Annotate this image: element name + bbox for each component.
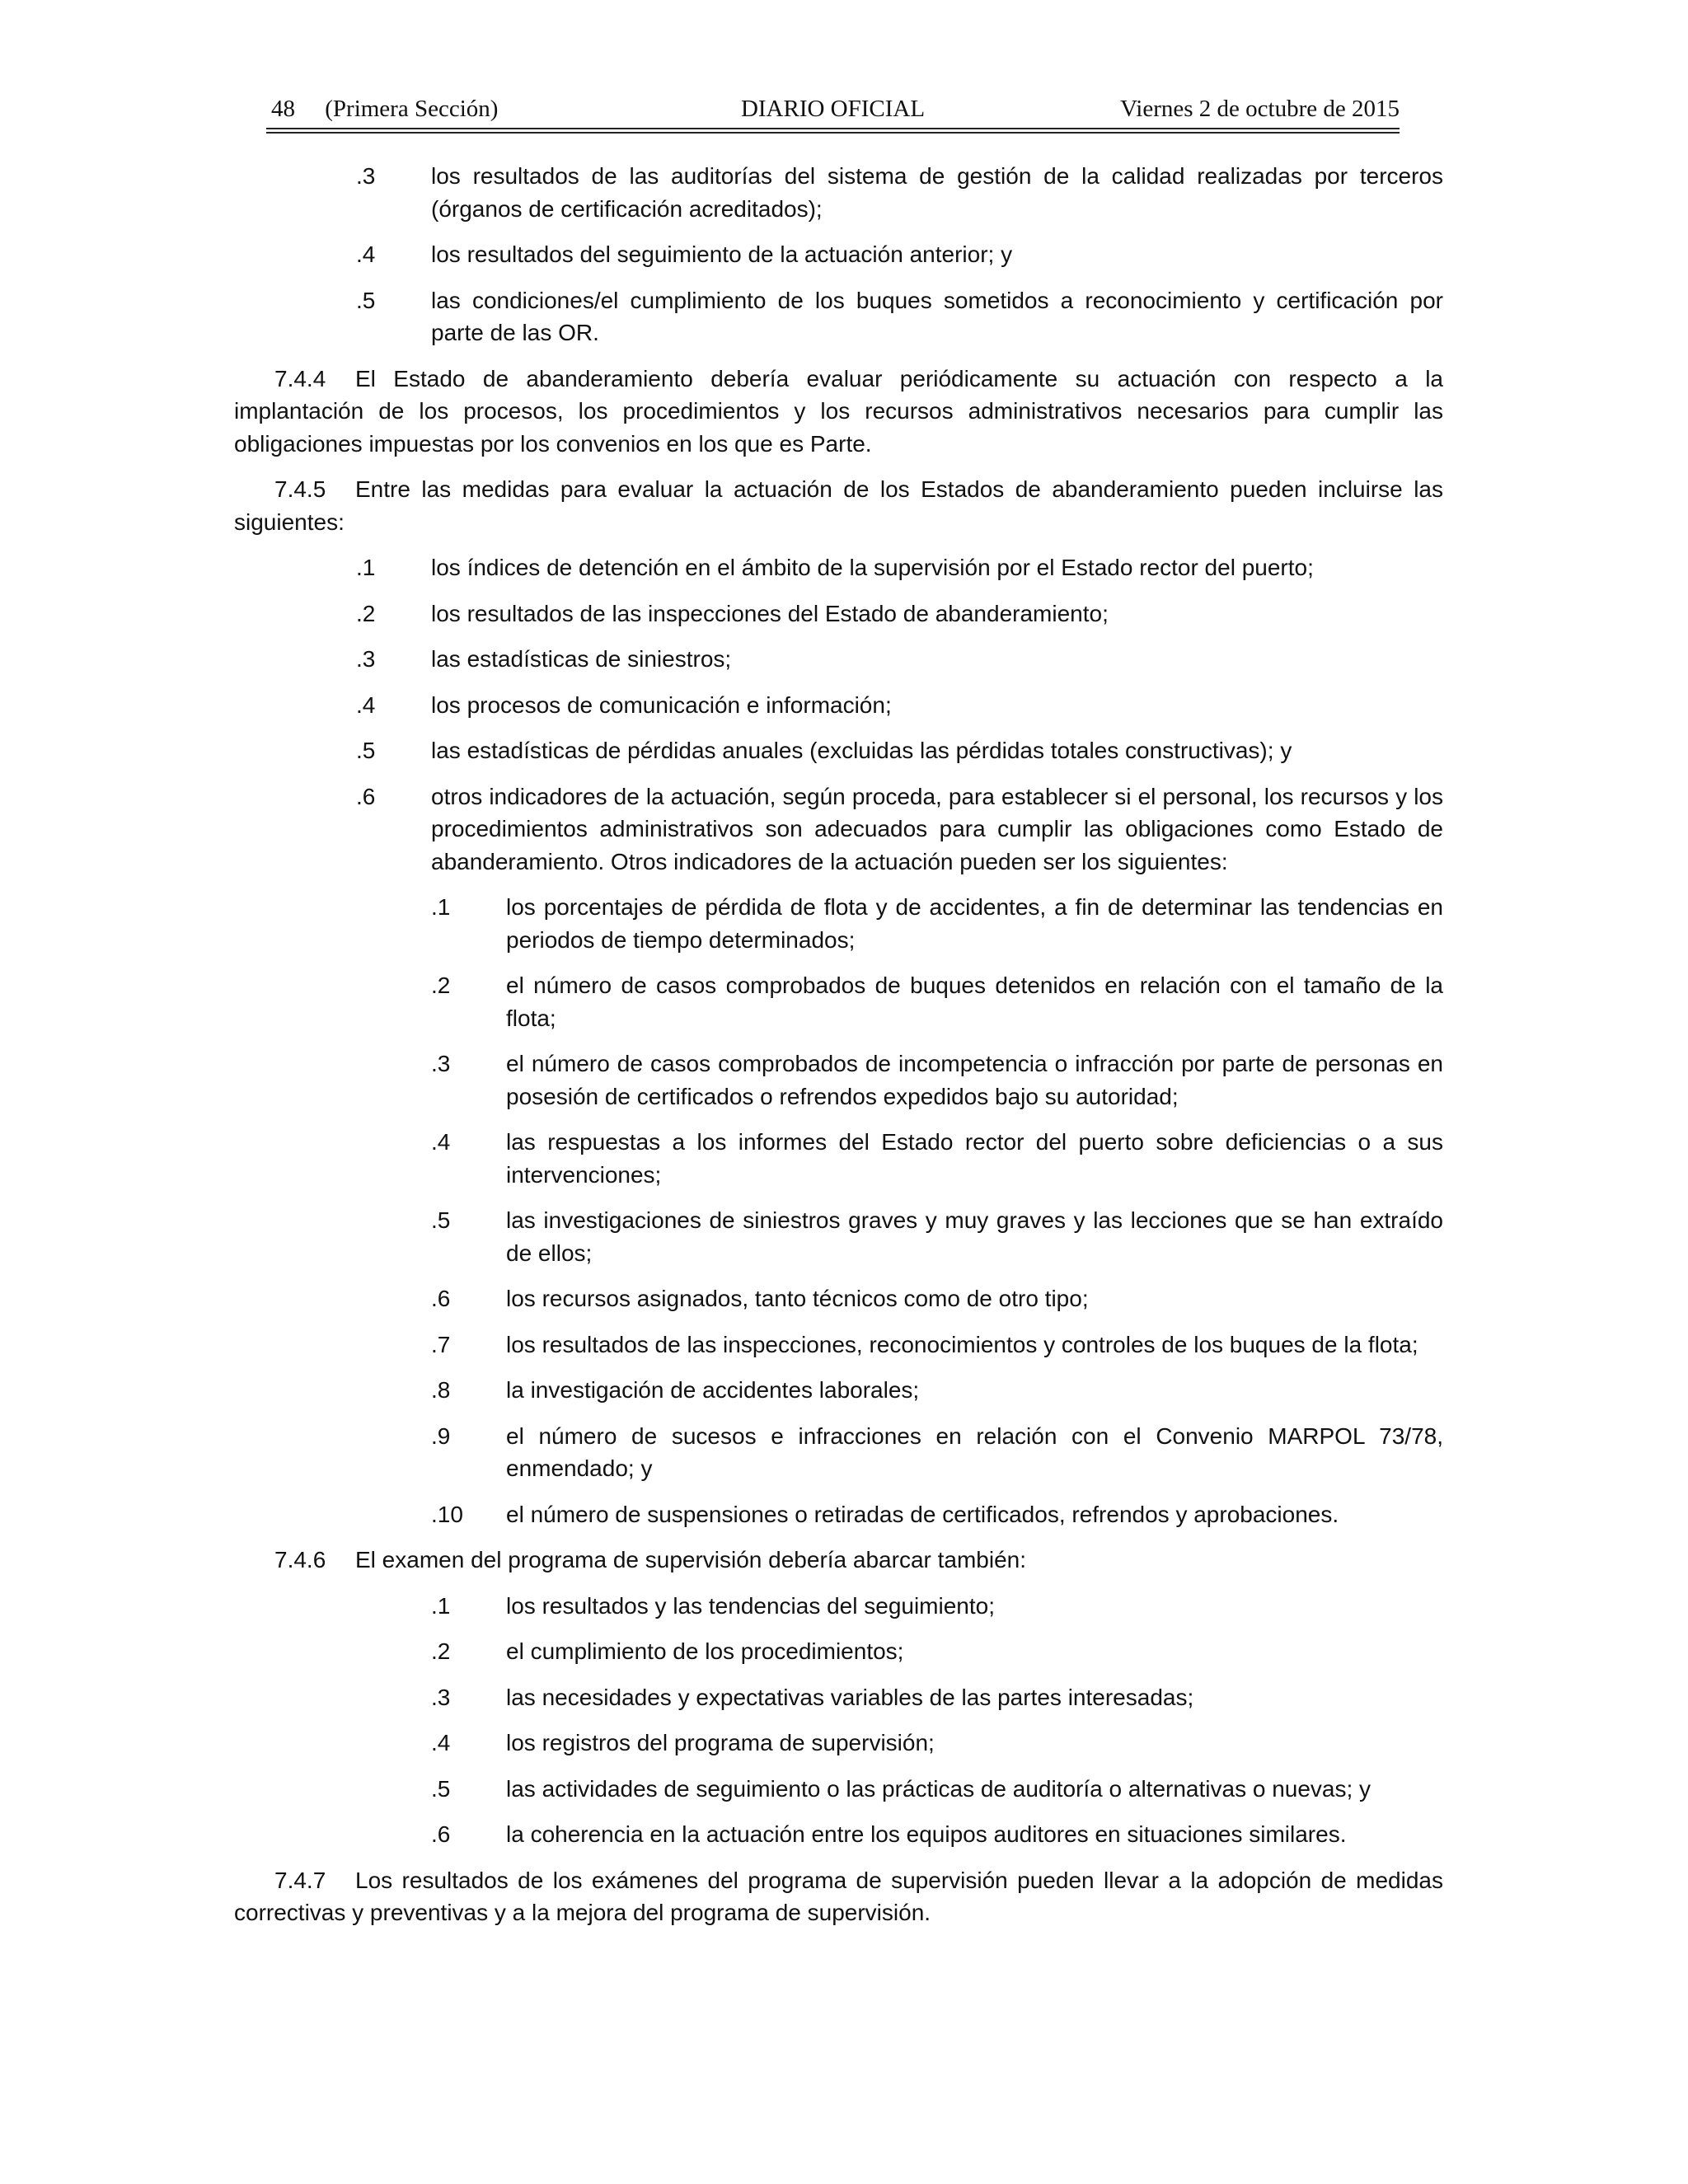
item-number: .5: [431, 1775, 451, 1802]
document-body: [234, 160, 1443, 1943]
list-item: [234, 238, 1443, 271]
paragraph-text: El Estado de abanderamiento debería evaluar periódicamente su actuación con respecto a la implantación de los procesos, los procedimientos y los recursos administrativos necesarios para cumplir las obligaciones impuestas por los convenios en los que es Parte.: [234, 365, 1443, 457]
item-text: los resultados y las tendencias del seguimiento;: [506, 1592, 996, 1619]
item-text: la investigación de accidentes laborales;: [506, 1377, 920, 1403]
list-item: [234, 734, 1443, 767]
item-text: las respuestas a los informes del Estado rector del puerto sobre deficiencias o a sus intervenciones;: [506, 1129, 1443, 1188]
item-text: los resultados de las inspecciones, reconocimientos y controles de los buques de la flota;: [506, 1331, 1418, 1357]
item-text: las condiciones/el cumplimiento de los buques sometidos a reconocimiento y certificación por parte de las OR.: [431, 287, 1443, 345]
sub-list-item: [234, 1374, 1443, 1407]
sub-list-item: [234, 891, 1443, 956]
header-rule-top: [266, 128, 1400, 129]
item-number: .10: [431, 1501, 463, 1527]
sub-list-item: [234, 1773, 1443, 1806]
item-number: .3: [356, 163, 376, 189]
paragraph-text: Los resultados de los exámenes del programa de supervisión pueden llevar a la adopción de medidas correctivas y preventivas y a la mejora del programa de supervisión.: [234, 1867, 1443, 1925]
list-item: [234, 598, 1443, 630]
item-number: .6: [431, 1286, 451, 1311]
item-number: .2: [356, 600, 376, 626]
item-number: .5: [356, 738, 376, 763]
sub-list-item: [234, 1204, 1443, 1269]
item-text: las necesidades y expectativas variables de las partes interesadas;: [506, 1684, 1194, 1710]
item-text: los porcentajes de pérdida de flota y de accidentes, a fin de determinar las tendencias en periodos de tiempo determinados;: [506, 894, 1443, 953]
paragraph-7-4-7: [234, 1864, 1443, 1929]
sub-list-item: [234, 1681, 1443, 1714]
paragraph-number: 7.4.7: [274, 1867, 326, 1893]
sub-list-item: [234, 1498, 1443, 1531]
item-text: las estadísticas de siniestros;: [431, 646, 732, 672]
sub-list-item: [234, 1329, 1443, 1361]
item-text: la coherencia en la actuación entre los equipos auditores en situaciones similares.: [506, 1821, 1347, 1847]
item-text: el número de sucesos e infracciones en relación con el Convenio MARPOL 73/78, enmendado; y: [506, 1422, 1443, 1481]
sub-list-item: [234, 1590, 1443, 1623]
item-number: .4: [431, 1129, 451, 1155]
paragraph-7-4-6: [234, 1544, 1443, 1577]
item-number: .2: [431, 972, 451, 998]
sub-list-item: [234, 969, 1443, 1034]
item-number: .1: [431, 894, 451, 920]
item-number: .9: [431, 1422, 451, 1449]
item-text: los resultados del seguimiento de la actuación anterior; y: [431, 241, 1013, 267]
item-number: .4: [356, 241, 376, 267]
item-number: .6: [431, 1821, 451, 1847]
paragraph-number: 7.4.5: [274, 476, 326, 502]
list-item: [234, 551, 1443, 584]
list-item: [234, 160, 1443, 225]
sub-list-item: [234, 1420, 1443, 1485]
item-text: los resultados de las inspecciones del Estado de abanderamiento;: [431, 600, 1109, 626]
header-date: Viernes 2 de octubre de 2015: [1120, 96, 1400, 122]
list-item: [234, 689, 1443, 722]
item-text: los recursos asignados, tanto técnicos como de otro tipo;: [506, 1286, 1089, 1311]
sub-list-item: [234, 1635, 1443, 1668]
item-text: el cumplimiento de los procedimientos;: [506, 1638, 904, 1664]
item-number: .2: [431, 1638, 451, 1664]
item-number: .3: [431, 1051, 451, 1076]
paragraph-7-4-4: [234, 363, 1443, 461]
item-number: .7: [431, 1331, 451, 1357]
item-number: .6: [356, 783, 376, 809]
item-text: el número de casos comprobados de incompetencia o infracción por parte de personas en posesión de certificados o refrendos expedidos bajo su autoridad;: [506, 1051, 1443, 1109]
sub-list-item: [234, 1818, 1443, 1851]
item-number: .1: [431, 1592, 451, 1619]
list-item: [234, 643, 1443, 676]
item-number: .3: [356, 646, 376, 672]
item-text: otros indicadores de la actuación, según proceda, para establecer si el personal, los recursos y los procedimientos administrativos son adecuados para cumplir las obligaciones como Estado de abanderamiento. Otros indicadores de la actuación pueden ser los siguientes:: [431, 783, 1443, 874]
paragraph-7-4-5: [234, 473, 1443, 538]
item-number: .5: [431, 1207, 451, 1233]
item-text: las actividades de seguimiento o las prácticas de auditoría o alternativas o nuevas; y: [506, 1775, 1372, 1802]
list-item: [234, 284, 1443, 349]
item-text: el número de suspensiones o retiradas de certificados, refrendos y aprobaciones.: [506, 1501, 1339, 1527]
sub-list-item: [234, 1727, 1443, 1760]
item-text: las estadísticas de pérdidas anuales (excluidas las pérdidas totales constructivas); y: [431, 738, 1292, 763]
item-text: los índices de detención en el ámbito de la supervisión por el Estado rector del puerto;: [431, 555, 1314, 580]
item-number: .8: [431, 1377, 451, 1403]
item-text: los registros del programa de supervisión;: [506, 1730, 935, 1755]
paragraph-text: Entre las medidas para evaluar la actuación de los Estados de abanderamiento pueden incluirse las siguientes:: [234, 476, 1443, 535]
item-text: los procesos de comunicación e información;: [431, 691, 892, 718]
list-item: [234, 780, 1443, 879]
item-number: .4: [431, 1730, 451, 1755]
sub-list-item: [234, 1047, 1443, 1113]
item-text: las investigaciones de siniestros graves y muy graves y las lecciones que se han extraído de ellos;: [506, 1207, 1443, 1266]
page-header: [266, 96, 1400, 129]
item-number: .1: [356, 555, 376, 580]
sub-list-item: [234, 1282, 1443, 1315]
paragraph-text: El examen del programa de supervisión debería abarcar también:: [355, 1547, 1027, 1572]
item-number: .3: [431, 1684, 451, 1710]
header-publication-title: DIARIO OFICIAL: [740, 96, 926, 122]
item-text: los resultados de las auditorías del sistema de gestión de la calidad realizadas por terceros (órganos de certificación acreditados);: [431, 163, 1443, 222]
item-text: el número de casos comprobados de buques detenidos en relación con el tamaño de la flota;: [506, 972, 1443, 1031]
paragraph-number: 7.4.4: [274, 365, 326, 391]
item-number: .5: [356, 287, 376, 313]
sub-list-item: [234, 1126, 1443, 1191]
header-page-section: 48 (Primera Sección): [271, 96, 499, 122]
item-number: .4: [356, 691, 376, 718]
paragraph-number: 7.4.6: [274, 1547, 326, 1572]
header-rule-bottom: [266, 132, 1400, 134]
